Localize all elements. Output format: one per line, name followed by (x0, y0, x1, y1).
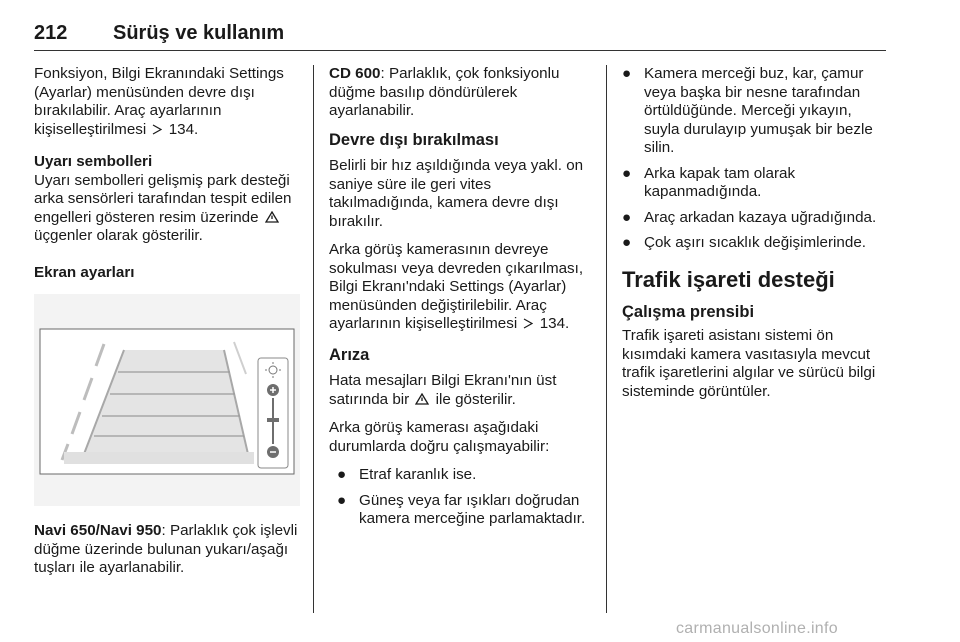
list-item-text: Kamera merceği buz, kar, çamur veya başka bir nesne tarafından örtüldüğünde. Merceği yıkayın, suyla durulayıp yumuşak bir bezle silin. (644, 65, 873, 156)
paragraph-text: üçgenler olarak gösterilir. (34, 227, 203, 244)
paragraph-text: : Parlaklık, çok fonksiyonlu düğme basılıp döndürülerek ayarlanabilir. (329, 65, 560, 119)
camera-display-image (34, 294, 300, 506)
page-reference[interactable]: 134. (168, 120, 199, 138)
column-divider-2 (606, 65, 607, 613)
list-item-text: Arka kapak tam olarak kapanmadığında. (644, 164, 796, 200)
traffic-sign-heading: Trafik işareti desteği (622, 266, 835, 292)
reference-arrow-icon (152, 124, 162, 135)
watermark: carmanualsonline.info (676, 620, 838, 637)
paragraph-text: Arka görüş kamerasının devreye sokulması veya devreden çıkarılması, Bilgi Ekranı'ndaki Settings (Ayarlar) menüsünden değiştirilebilir. Araç ayarlarının kişiselleştirilmesi (329, 241, 584, 332)
list-item (622, 165, 888, 202)
paragraph-cd600 (329, 65, 593, 121)
paragraph-settings (34, 65, 300, 139)
bullet-icon: ● (622, 234, 632, 251)
page-reference[interactable]: 134. (539, 315, 570, 332)
list-item (329, 492, 593, 529)
paragraph-text: Fonksiyon, Bilgi Ekranındaki Settings (Ayarlar) menüsünden devre dışı bırakılabilir. Araç ayarlarının kişiselleştirilmesi (34, 65, 284, 138)
paragraph-disable-2 (329, 241, 593, 334)
fault-heading: Arıza (329, 345, 370, 364)
principle-heading: Çalışma prensibi (622, 302, 755, 321)
paragraph-principle: Trafik işareti asistanı sistemi ön kısımdaki kamera vasıtasıyla mevcut trafik işaretlerini algılar ve sürücü bilgi sisteminde görüntüler. (622, 327, 876, 400)
navi-label: Navi 650/Navi 950 (34, 522, 162, 539)
list-item (622, 209, 888, 228)
list-item (622, 65, 888, 158)
screen-settings-heading: Ekran ayarları (34, 263, 135, 281)
paragraph-text: : Parlaklık çok işlevli düğme üzerinde bulunan yukarı/aşağı tuşları ile ayarlanabilir. (34, 522, 298, 576)
page-number: 212 (34, 22, 68, 44)
list-item-text: Etraf karanlık ise. (359, 466, 477, 483)
column-divider-1 (313, 65, 314, 613)
bullet-icon: ● (622, 208, 632, 226)
list-item-text: Çok aşırı sıcaklık değişimlerinde. (644, 234, 866, 251)
column-1 (34, 65, 300, 588)
paragraph-text: Uyarı sembolleri gelişmiş park desteği arka sensörleri tarafından tespit edilen engelleri gösteren resim üzerinde (34, 171, 292, 226)
camera-display-illustration (34, 294, 300, 506)
paragraph-text: Hata mesajları Bilgi Ekranı'nın üst satırında bir (329, 372, 557, 408)
list-item-text: Güneş veya far ışıkları doğrudan kamera merceğine parlamaktadır. (359, 491, 586, 527)
column-3 (622, 65, 888, 411)
list-item (329, 466, 593, 485)
cd-label: CD 600 (329, 65, 381, 82)
disable-heading: Devre dışı bırakılması (329, 130, 499, 149)
paragraph-fault-1 (329, 372, 593, 409)
header-rule (34, 50, 886, 51)
warning-heading: Uyarı sembolleri (34, 153, 153, 170)
list-item-text: Araç arkadan kazaya uğradığında. (644, 208, 877, 226)
paragraph-disable-1: Belirli bir hız aşıldığında veya yakl. on saniye süre ile geri vites takılmadığında, kamera devre dışı bırakılır. (329, 157, 584, 230)
bullet-icon: ● (337, 466, 347, 483)
bullet-icon: ● (337, 491, 347, 509)
warning-triangle-icon (415, 393, 429, 405)
bullet-icon: ● (622, 164, 632, 182)
section-title: Sürüş ve kullanım (113, 22, 285, 44)
paragraph-text: ile gösterilir. (435, 390, 516, 408)
paragraph-fault-2: Arka görüş kamerası aşağıdaki durumlarda doğru çalışmayabilir: (329, 419, 550, 455)
paragraph-navi (34, 522, 300, 578)
page-header (34, 22, 886, 52)
column-2 (329, 65, 593, 536)
reference-arrow-icon (523, 318, 533, 329)
warning-triangle-icon (265, 211, 279, 223)
bullet-icon: ● (622, 65, 632, 82)
list-item (622, 234, 888, 253)
paragraph-warning (34, 172, 300, 246)
